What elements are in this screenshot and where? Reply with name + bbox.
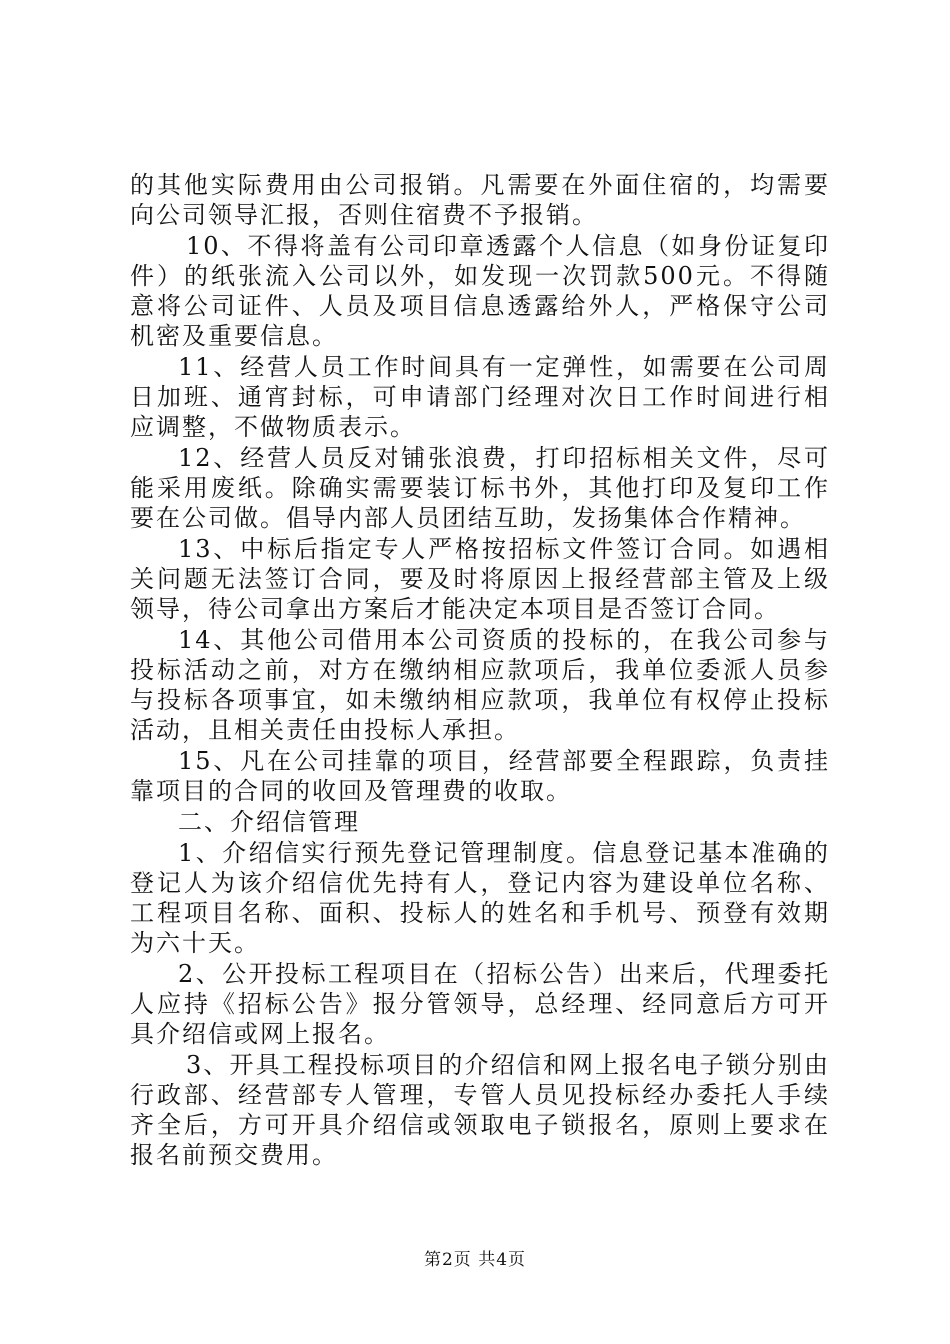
- page-footer: 第2页 共4页: [423, 1250, 527, 1270]
- paragraph: 15、凡在公司挂靠的项目，经营部要全程跟踪，负责挂靠项目的合同的收回及管理费的收取。: [130, 747, 830, 805]
- paragraph: 12、经营人员反对铺张浪费，打印招标相关文件，尽可能采用废纸。除确实需要装订标书外，其他打印及复印工作要在公司做。倡导内部人员团结互助，发扬集体合作精神。: [130, 444, 830, 532]
- paragraph: 的其他实际费用由公司报销。凡需要在外面住宿的，均需要向公司领导汇报，否则住宿费不予报销。: [130, 171, 830, 229]
- document-body: [130, 170, 830, 1171]
- paragraph: 14、其他公司借用本公司资质的投标的，在我公司参与投标活动之前，对方在缴纳相应款项后，我单位委派人员参与投标各项事宜，如未缴纳相应款项，我单位有权停止投标活动，且相关责任由投标人承担。: [130, 626, 830, 744]
- paragraph: 1、介绍信实行预先登记管理制度。信息登记基本准确的登记人为该介绍信优先持有人，登记内容为建设单位名称、工程项目名称、面积、投标人的姓名和手机号、预登有效期为六十天。: [130, 839, 830, 957]
- paragraph: 11、经营人员工作时间具有一定弹性，如需要在公司周日加班、通宵封标，可申请部门经理对次日工作时间进行相应调整，不做物质表示。: [130, 353, 830, 441]
- paragraph: 10、不得将盖有公司印章透露个人信息（如身份证复印件）的纸张流入公司以外，如发现一次罚款500元。不得随意将公司证件、人员及项目信息透露给外人，严格保守公司机密及重要信息。: [130, 232, 830, 350]
- section-heading: 二、介绍信管理: [178, 808, 360, 836]
- paragraph: 2、公开投标工程项目在（招标公告）出来后，代理委托人应持《招标公告》报分管领导，总经理、经同意后方可开具介绍信或网上报名。: [130, 960, 830, 1048]
- paragraph: 13、中标后指定专人严格按招标文件签订合同。如遇相关问题无法签订合同，要及时将原因上报经营部主管及上级领导，待公司拿出方案后才能决定本项目是否签订合同。: [130, 535, 830, 623]
- paragraph: 3、开具工程投标项目的介绍信和网上报名电子锁分别由行政部、经营部专人管理，专管人员见投标经办委托人手续齐全后，方可开具介绍信或领取电子锁报名，原则上要求在报名前预交费用。: [130, 1051, 830, 1169]
